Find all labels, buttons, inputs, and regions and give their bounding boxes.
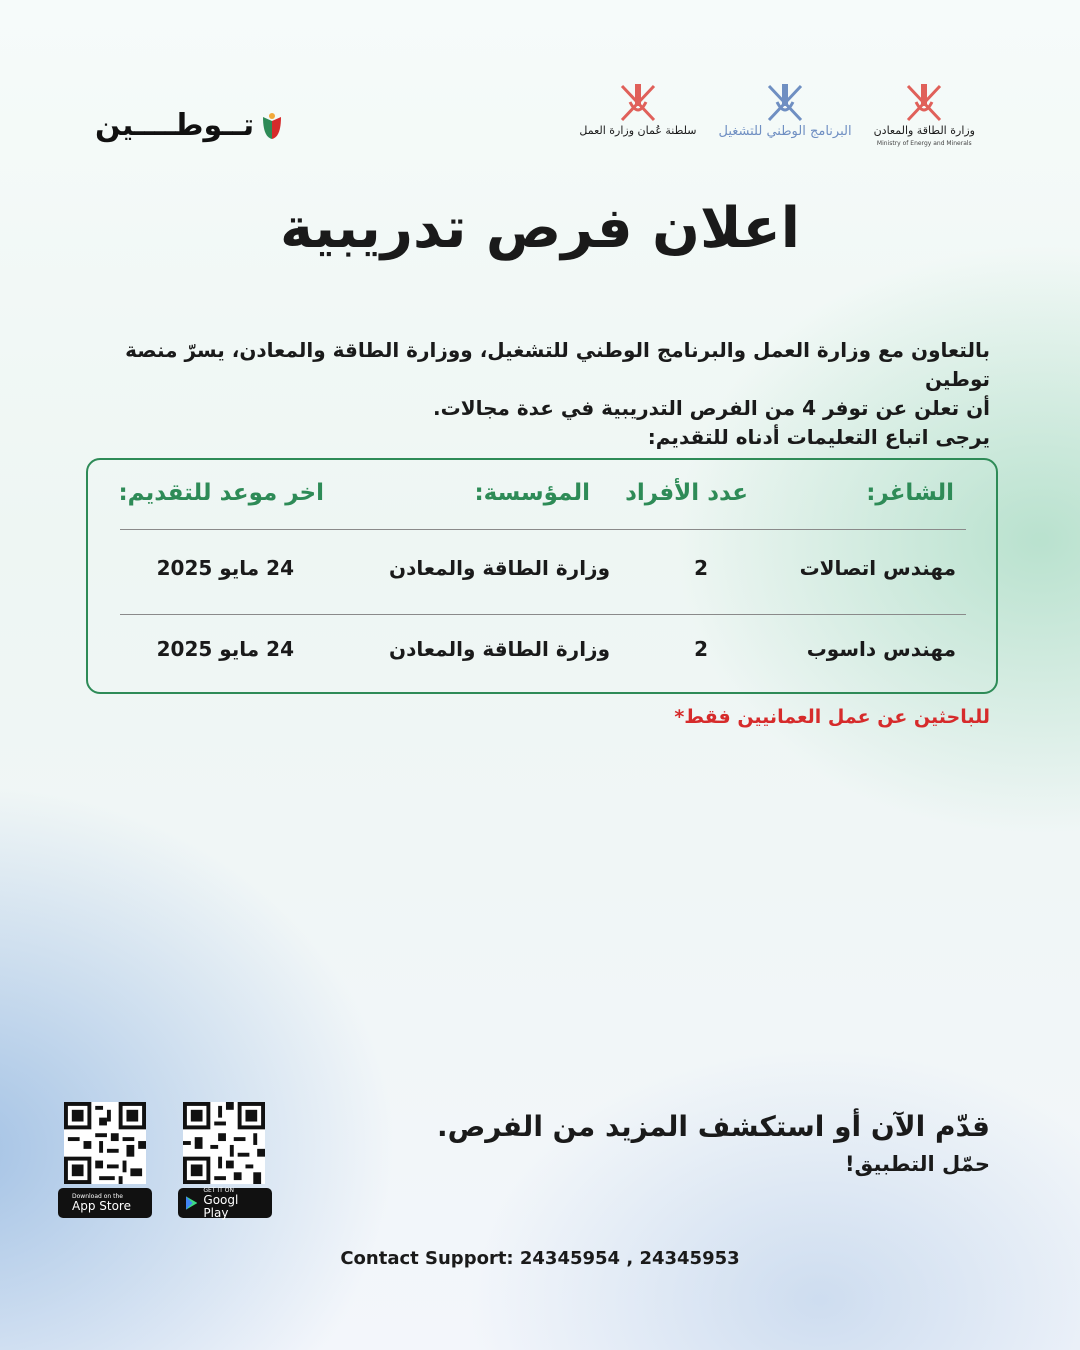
cta-subheading: حمّل التطبيق! [844, 1152, 990, 1176]
row-1-deadline: 24 مايو 2025 [156, 556, 294, 580]
app-store-text [72, 1193, 131, 1213]
intro-line: بالتعاون مع وزارة العمل والبرنامج الوطني للتشغيل، ووزارة الطاقة والمعادن، يسرّ منصة توطين [125, 338, 990, 391]
ministry-of-energy-logo [874, 82, 975, 150]
logo-label-ar: وزارة الطاقة والمعادن [873, 124, 975, 137]
intro-line: يرجى اتباع التعليمات أدناه للتقديم: [647, 425, 990, 449]
row-1-vacancy: مهندس اتصالات [799, 556, 956, 580]
app-store-big-text: App Store [72, 1199, 131, 1213]
row-2-count: 2 [694, 637, 708, 661]
row-1-institution: وزارة الطاقة والمعادن [389, 556, 610, 580]
google-play-badge[interactable] [178, 1188, 272, 1218]
ministry-of-labour-logo [579, 82, 696, 137]
logo-label-en: Ministry of Energy and Minerals [876, 140, 972, 147]
page-title: اعلان فرص تدريبية [280, 196, 800, 261]
logo-label [874, 124, 975, 150]
app-store-qr-code[interactable] [64, 1102, 146, 1184]
google-play-qr-code[interactable] [183, 1102, 265, 1184]
google-play-text [203, 1187, 264, 1220]
header-count: عدد الأفراد [625, 480, 748, 506]
app-store-small-text: Download on the [72, 1193, 123, 1200]
intro-line: أن تعلن عن توفر 4 من الفرص التدريبية في عدة مجالات. [433, 396, 990, 420]
header-institution: المؤسسة: [474, 480, 590, 506]
oman-emblem-icon [902, 82, 946, 124]
google-play-small-text: GET IT ON [203, 1186, 234, 1194]
national-employment-program-logo [719, 82, 852, 139]
cta-heading: قدّم الآن أو استكشف المزيد من الفرص. [436, 1110, 990, 1143]
google-play-icon [186, 1196, 197, 1210]
partner-logos [579, 82, 975, 150]
brand-wordmark: تــوطــــين [95, 108, 255, 143]
intro-text [90, 336, 990, 452]
contact-support: Contact Support: 24345954 , 24345953 [340, 1248, 740, 1269]
header-vacancy: الشاغر: [866, 480, 954, 506]
app-store-badge[interactable] [58, 1188, 152, 1218]
row-1-count: 2 [694, 556, 708, 580]
header-deadline: اخر موعد للتقديم: [118, 480, 324, 506]
eligibility-note: للباحثين عن عمل العمانيين فقط* [674, 706, 990, 728]
table-divider [120, 614, 966, 615]
row-2-deadline: 24 مايو 2025 [156, 637, 294, 661]
oman-emblem-icon [763, 82, 807, 124]
logo-label: سلطنة عُمان وزارة العمل [579, 124, 697, 137]
tawteen-brand [95, 108, 284, 143]
table-divider [120, 529, 966, 530]
oman-emblem-icon [616, 82, 660, 124]
logo-label: البرنامج الوطني للتشغيل [718, 124, 852, 139]
row-2-institution: وزارة الطاقة والمعادن [389, 637, 610, 661]
row-2-vacancy: مهندس داسوب [806, 637, 956, 661]
google-play-big-text: Googl Play [203, 1192, 239, 1220]
tawteen-logo-icon [260, 111, 284, 141]
